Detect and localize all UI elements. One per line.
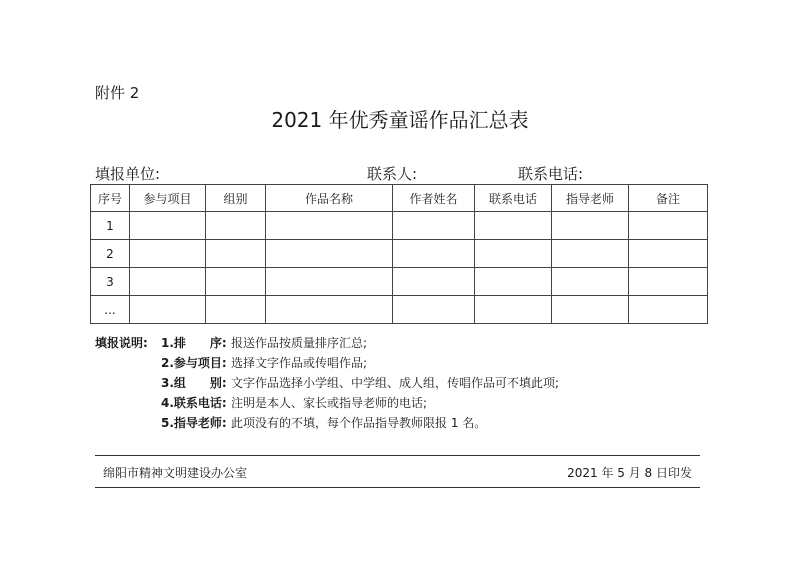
cell-phone[interactable] [475, 268, 552, 296]
cell-teacher[interactable] [552, 212, 629, 240]
instruction-label: 4.联系电话: [161, 396, 227, 410]
contact-label: 联系人: [367, 165, 418, 183]
table-row [91, 268, 708, 296]
header-author: 作者姓名 [393, 185, 475, 212]
cell-work-name[interactable] [266, 268, 393, 296]
instruction-label: 3.组 别: [161, 376, 227, 390]
cell-author[interactable] [393, 296, 475, 324]
attachment-label: 附件 2 [95, 84, 140, 102]
document-title: 2021 年优秀童谣作品汇总表 [271, 108, 529, 132]
cell-group[interactable] [206, 240, 266, 268]
header-phone: 联系电话 [475, 185, 552, 212]
instruction-text: 选择文字作品或传唱作品; [231, 356, 368, 370]
instruction-label: 5.指导老师: [161, 416, 227, 430]
cell-group[interactable] [206, 212, 266, 240]
cell-project[interactable] [130, 212, 206, 240]
unit-label: 填报单位: [95, 165, 161, 183]
filling-instructions [95, 333, 559, 433]
table-header-row [91, 185, 708, 212]
cell-author[interactable] [393, 240, 475, 268]
instruction-text: 报送作品按质量排序汇总; [231, 336, 368, 350]
cell-teacher[interactable] [552, 268, 629, 296]
header-work-name: 作品名称 [266, 185, 393, 212]
cell-remark[interactable] [629, 296, 708, 324]
header-project: 参与项目 [130, 185, 206, 212]
phone-label: 联系电话: [518, 165, 584, 183]
table-row [91, 212, 708, 240]
cell-remark[interactable] [629, 268, 708, 296]
instruction-row [95, 393, 559, 413]
instruction-text: 此项没有的不填，每个作品指导教师限报 1 名。 [231, 416, 487, 430]
cell-index: 3 [91, 268, 130, 296]
header-group: 组别 [206, 185, 266, 212]
cell-author[interactable] [393, 212, 475, 240]
cell-index: 1 [91, 212, 130, 240]
cell-remark[interactable] [629, 212, 708, 240]
instruction-row [95, 373, 559, 393]
header-remark: 备注 [629, 185, 708, 212]
cell-author[interactable] [393, 268, 475, 296]
footer-top-rule [95, 455, 700, 456]
footer-bottom-rule [95, 487, 700, 488]
issue-date: 2021 年 5 月 8 日印发 [567, 466, 692, 480]
cell-work-name[interactable] [266, 212, 393, 240]
cell-project[interactable] [130, 296, 206, 324]
cell-project[interactable] [130, 240, 206, 268]
issuer-name: 绵阳市精神文明建设办公室 [103, 466, 248, 480]
cell-phone[interactable] [475, 212, 552, 240]
cell-work-name[interactable] [266, 240, 393, 268]
cell-work-name[interactable] [266, 296, 393, 324]
header-teacher: 指导老师 [552, 185, 629, 212]
cell-teacher[interactable] [552, 240, 629, 268]
cell-index: ... [91, 296, 130, 324]
cell-phone[interactable] [475, 240, 552, 268]
cell-index: 2 [91, 240, 130, 268]
cell-phone[interactable] [475, 296, 552, 324]
instruction-text: 文字作品选择小学组、中学组、成人组，传唱作品可不填此项; [231, 376, 560, 390]
table-row [91, 296, 708, 324]
instruction-row [95, 333, 559, 353]
cell-project[interactable] [130, 268, 206, 296]
instruction-row [95, 413, 559, 433]
cell-remark[interactable] [629, 240, 708, 268]
cell-group[interactable] [206, 268, 266, 296]
instruction-label: 2.参与项目: [161, 356, 227, 370]
cell-group[interactable] [206, 296, 266, 324]
instruction-label: 1.排 序: [161, 336, 227, 350]
table-row [91, 240, 708, 268]
instruction-row [95, 353, 559, 373]
cell-teacher[interactable] [552, 296, 629, 324]
instructions-lead: 填报说明: [95, 336, 148, 350]
header-index: 序号 [91, 185, 130, 212]
instruction-text: 注明是本人、家长或指导老师的电话; [231, 396, 428, 410]
summary-table [90, 184, 708, 324]
